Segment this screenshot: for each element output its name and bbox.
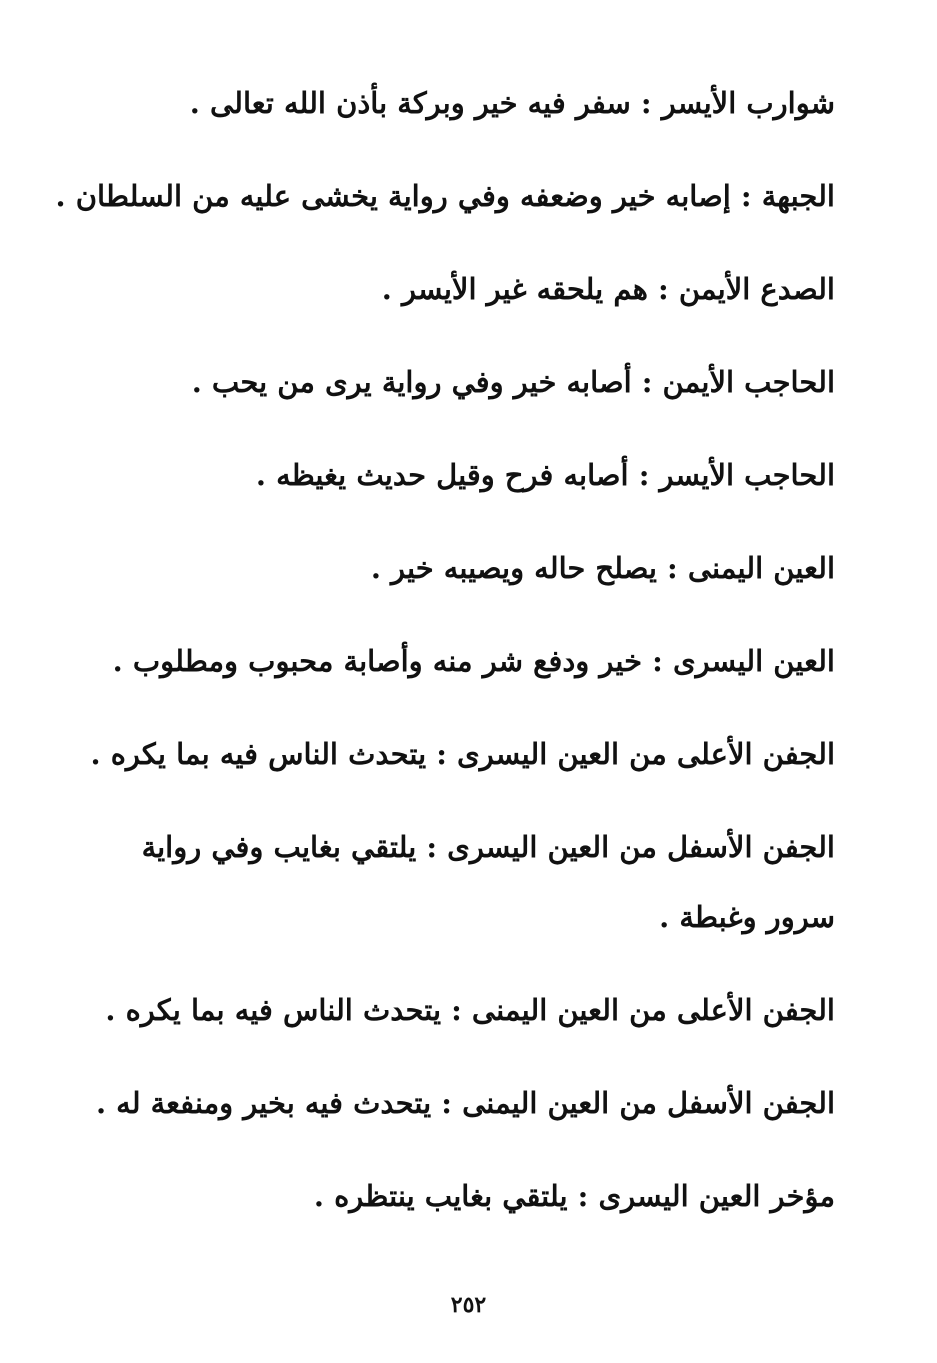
entry-eyebrow-left: الحاجب الأيسر : أصابه فرح وقيل حديث يغيظه .	[255, 458, 835, 492]
page-number: ٢٥٢	[450, 1292, 487, 1318]
entry-lower-eyelid-left: الجفن الأسفل من العين اليسرى : يلتقي بغايب وفي رواية سرور وغبطة .	[141, 830, 835, 934]
entry-forehead: الجبهة : إصابه خير وضعفه وفي رواية يخشى عليه من السلطان .	[55, 179, 835, 213]
page-body-text	[55, 68, 835, 1254]
entry-mustache-left: شوارب الأيسر : سفر فيه خير وبركة بأذن الله تعالى .	[189, 86, 835, 120]
entry-eye-right: العين اليمنى : يصلح حاله ويصيبه خير .	[370, 551, 835, 585]
entry-temple-right: الصدع الأيمن : هم يلحقه غير الأيسر .	[381, 272, 835, 306]
entry-eye-corner-left: مؤخر العين اليسرى : يلتقي بغايب ينتظره .	[313, 1179, 835, 1213]
entry-upper-eyelid-right: الجفن الأعلى من العين اليمنى : يتحدث الناس فيه بما يكره .	[105, 993, 835, 1027]
entry-eye-left: العين اليسرى : خير ودفع شر منه وأصابة محبوب ومطلوب .	[112, 644, 835, 678]
entry-eyebrow-right: الحاجب الأيمن : أصابه خير وفي رواية يرى من يحب .	[191, 365, 835, 399]
entry-lower-eyelid-right: الجفن الأسفل من العين اليمنى : يتحدث فيه بخير ومنفعة له .	[95, 1086, 835, 1120]
entry-upper-eyelid-left: الجفن الأعلى من العين اليسرى : يتحدث الناس فيه بما يكره .	[90, 737, 835, 771]
